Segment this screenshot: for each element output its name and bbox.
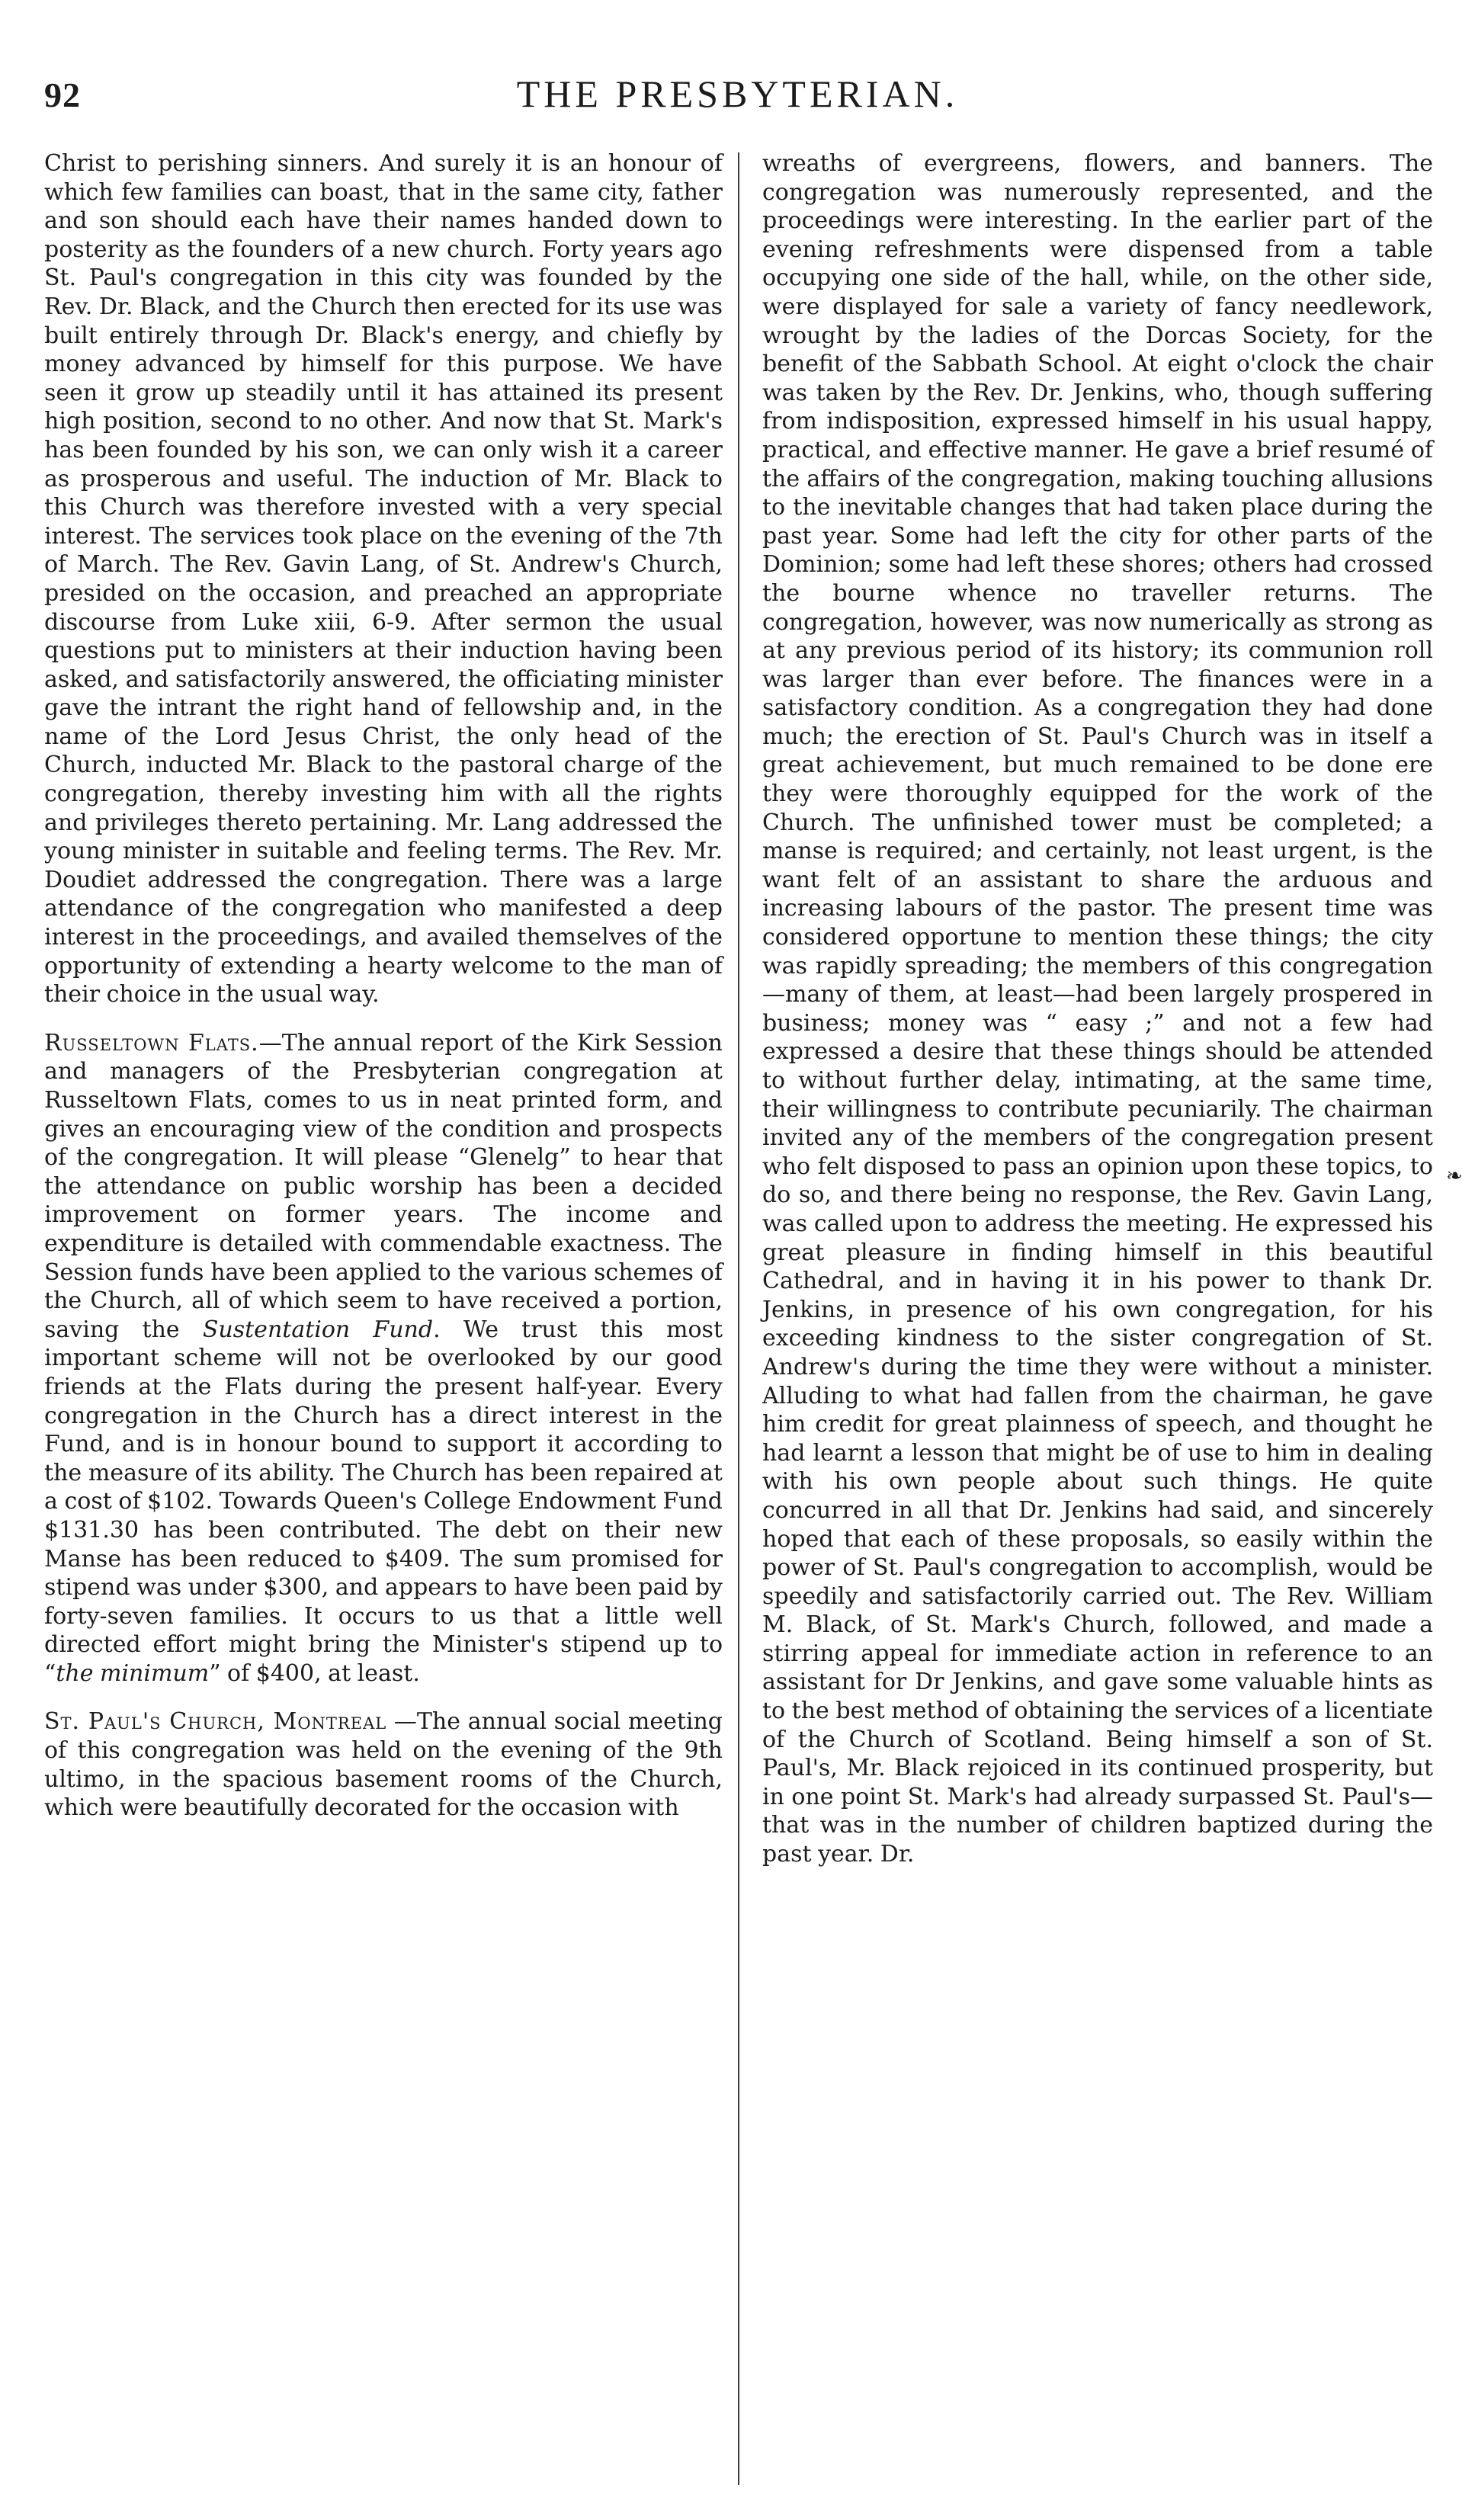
- article-paragraph-st-marks: Christ to perishing sinners. And surely it is an honour of which few families can boast, that in the same city, father and son should each have their names handed down to posterity as the founders of a new church. Forty years ago St. Paul's congregation in this city was founded by the Rev. Dr. Black, and the Church then erected for its use was built entirely through Dr. Black's energy, and chiefly by money advanced by himself for this purpose. We have seen it grow up steadily until it has attained its present high position, second to no other. And now that St. Mark's has been founded by his son, we can only wish it a career as prosperous and useful. The induction of Mr. Black to this Church was therefore invested with a very special interest. The services took place on the evening of the 7th of March. The Rev. Gavin Lang, of St. Andrew's Church, presided on the occasion, and preached an appropriate discourse from Luke xiii, 6-9. After sermon the usual questions put to ministers at their induction having been asked, and satisfactorily answered, the officiating minister gave the intrant the right hand of fellowship and, in the name of the Lord Jesus Christ, the only head of the Church, inducted Mr. Black to the pastoral charge of the congregation, thereby investing him with all the rights and privileges thereto pertaining. Mr. Lang addressed the young minister in suitable and feeling terms. The Rev. Mr. Doudiet addressed the congregation. There was a large attendance of the congregation who manifested a deep interest in the proceedings, and availed themselves of the opportunity of extending a hearty welcome to the man of their choice in the usual way.: [44, 150, 723, 1008]
- section-heading-st-pauls: St. Paul's Church, Montreal: [44, 1708, 387, 1736]
- section-heading-russeltown: Russeltown Flats.: [44, 1029, 259, 1056]
- left-column: [44, 149, 723, 1823]
- article-paragraph-russeltown: [44, 1029, 723, 1688]
- page-number: 92: [44, 75, 81, 114]
- running-head-title: THE PRESBYTERIAN.: [516, 72, 959, 115]
- right-column: [762, 149, 1433, 1869]
- russeltown-text-c: ” of $400, at least.: [209, 1659, 420, 1687]
- russeltown-italic-minimum: the minimum: [56, 1659, 210, 1687]
- russeltown-text-b: . We trust this most important scheme will not be overlooked by our good friends at the Flats during the present half-year. Every congregation in the Church has a direct interest in the Fund, and is in honour bound to support it according to the measure of its ability. The Church has been repaired at a cost of $102. Towards Queen's College Endowment Fund $131.30 has been contributed. The debt on their new Manse has been reduced to $409. The sum promised for stipend was under $300, and appears to have been paid by forty-seven families. It occurs to us that a little well directed effort might bring the Minister's stipend up to “: [44, 1316, 723, 1687]
- st-pauls-text: —The annual social meeting of this congregation was held on the evening of the 9th ultimo, in the spacious basement rooms of the Church, which were beautifully decorated for the occasion with: [44, 1708, 723, 1822]
- russeltown-italic-fund: Sustentation Fund: [202, 1316, 434, 1343]
- russeltown-text-a: —The annual report of the Kirk Session and managers of the Presbyterian congregation at Russeltown Flats, comes to us in neat printed form, and gives an encouraging view of the condition and prospects of the congregation. It will please “Glenelg” to hear that the attendance on public worship has been a decided improvement on former years. The income and expenditure is detailed with commendable exactness. The Session funds have been applied to the various schemes of the Church, all of which seem to have received a portion, saving the: [44, 1029, 723, 1343]
- margin-ornament-icon: ❧: [1446, 1165, 1463, 1188]
- column-divider: [738, 152, 739, 2485]
- article-paragraph-st-pauls: [44, 1707, 723, 1822]
- article-paragraph-st-pauls-continued: wreaths of evergreens, flowers, and banners. The congregation was numerously represented, and the proceedings were interesting. In the earlier part of the evening refreshments were dispensed from a table occupying one side of the hall, while, on the other side, were displayed for sale a variety of fancy needlework, wrought by the ladies of the Dorcas Society, for the benefit of the Sabbath School. At eight o'clock the chair was taken by the Rev. Dr. Jenkins, who, though suffering from indisposition, expressed himself in his usual happy, practical, and effective manner. He gave a brief resumé of the affairs of the congregation, making touching allusions to the inevitable changes that had taken place during the past year. Some had left the city for other parts of the Dominion; some had left these shores; others had crossed the bourne whence no traveller returns. The congregation, however, was now numerically as strong as at any previous period of its history; its communion roll was larger than ever before. The finances were in a satisfactory condition. As a congregation they had done much; the erection of St. Paul's Church was in itself a great achievement, but much remained to be done ere they were thoroughly equipped for the work of the Church. The unfinished tower must be completed; a manse is required; and certainly, not least urgent, is the want felt of an assistant to share the arduous and increasing labours of the pastor. The present time was considered opportune to mention these things; the city was rapidly spreading; the members of this congregation—many of them, at least—had been largely prospered in business; money was “ easy ;” and not a few had expressed a desire that these things should be attended to without further delay, intimating, at the same time, their willingness to contribute pecuniarily. The chairman invited any of the members of the congregation present who felt disposed to pass an opinion upon these topics, to do so, and there being no response, the Rev. Gavin Lang, was called upon to address the meeting. He expressed his great pleasure in finding himself in this beautiful Cathedral, and in having it in his power to thank Dr. Jenkins, in presence of his own congregation, for his exceeding kindness to the sister congregation of St. Andrew's during the time they were without a minister. Alluding to what had fallen from the chairman, he gave him credit for great plainness of speech, and thought he had learnt a lesson that might be of use to him in dealing with his own people about such things. He quite concurred in all that Dr. Jenkins had said, and sincerely hoped that each of these proposals, so easily within the power of St. Paul's congregation to accomplish, would be speedily and satisfactorily carried out. The Rev. William M. Black, of St. Mark's Church, followed, and made a stirring appeal for immediate action in reference to an assistant for Dr Jenkins, and gave some valuable hints as to the best method of obtaining the services of a licentiate of the Church of Scotland. Being himself a son of St. Paul's, Mr. Black rejoiced in its continued prosperity, but in one point St. Mark's had already surpassed St. Paul's—that was in the number of children baptized during the past year. Dr.: [762, 150, 1433, 1868]
